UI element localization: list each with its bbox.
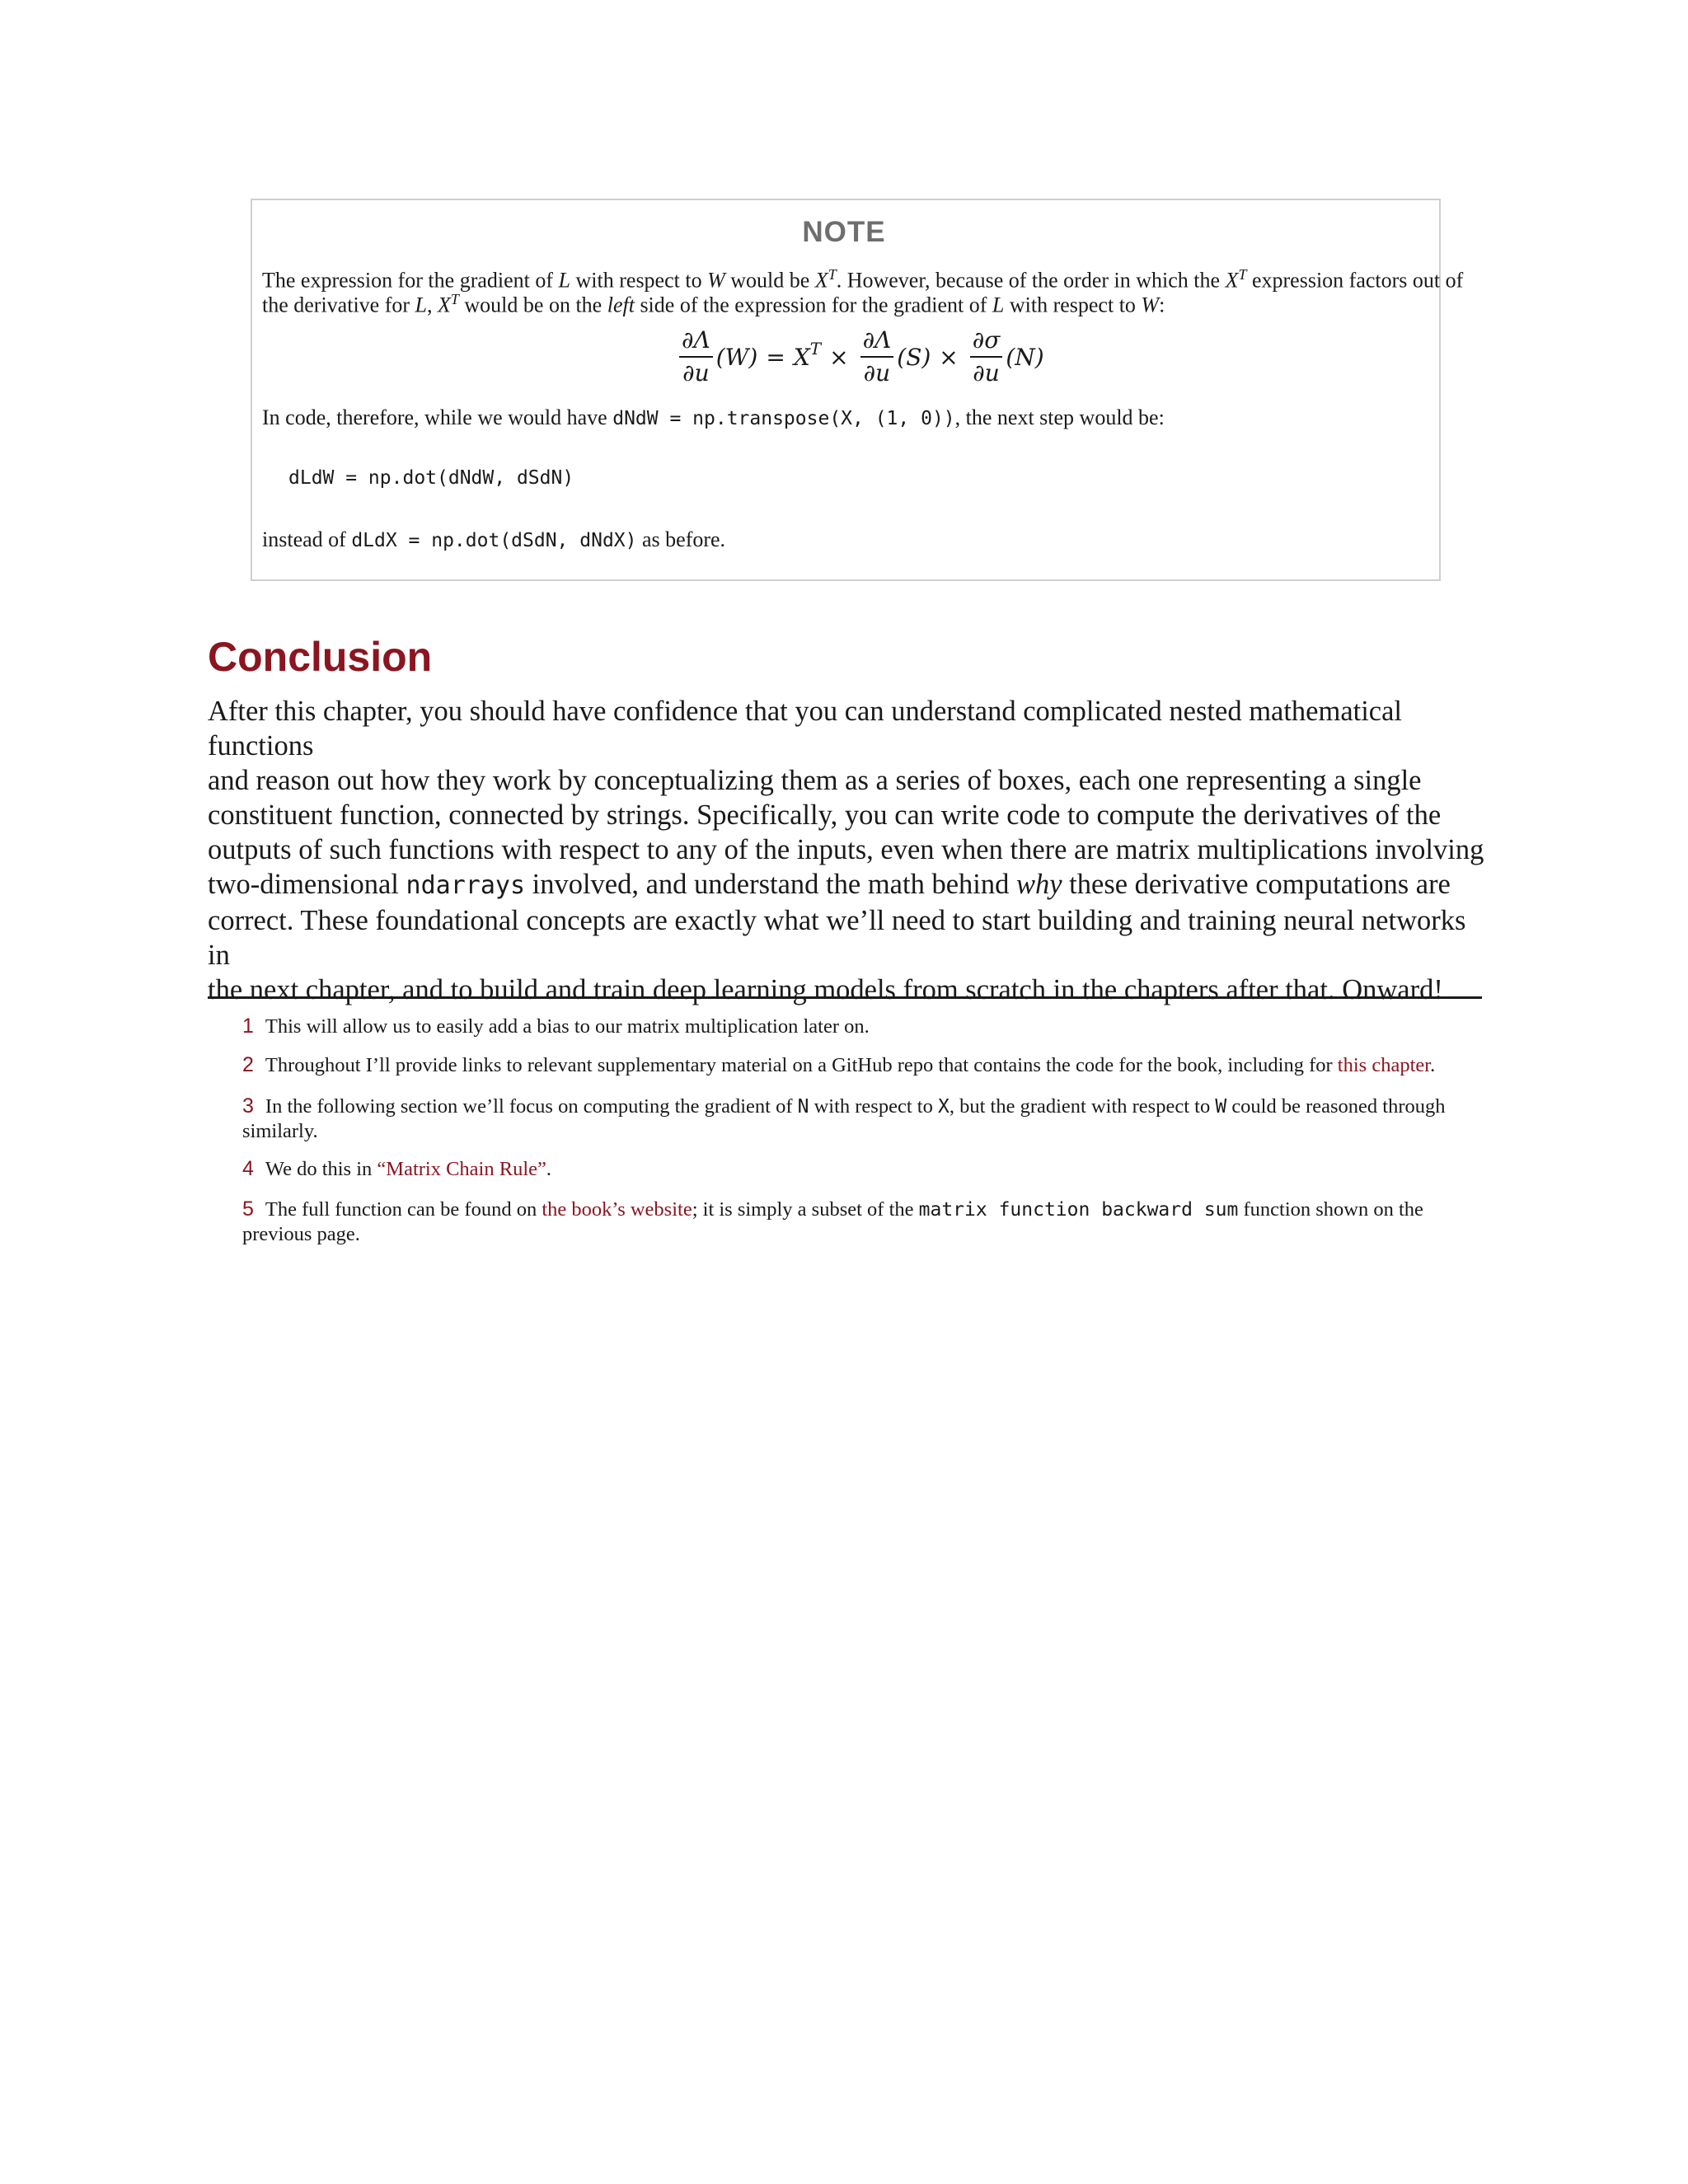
this-chapter-link[interactable]: this chapter: [1337, 1054, 1431, 1076]
footnote-2: 2 Throughout I’ll provide links to relevant supplementary material on a GitHub repo that contains the code for the book, including for this chapter.: [242, 1053, 1436, 1076]
note-title: NOTE: [802, 216, 886, 248]
footnote-4: 4 We do this in “Matrix Chain Rule”.: [242, 1157, 552, 1180]
fraction-dsigma-du: $\frac{\partial\sigma}{\partial u}$: [970, 326, 1003, 387]
note-line-4: instead of dLdX = np.dot(dSdN, dNdX) as before.: [262, 527, 726, 551]
footnote-1: 1 This will allow us to easily add a bias to our matrix multiplication later on.: [242, 1015, 870, 1038]
fraction-dlambda-du-2: $\frac{\partial\Lambda}{\partial u}$: [860, 326, 894, 387]
note-line-3: In code, therefore, while we would have dNdW = np.transpose(X, (1, 0)), the next step would be:: [262, 405, 1165, 429]
note-box: [251, 199, 1464, 581]
gradient-equation: $\frac{\partial\Lambda}{\partial u}$ (W) = X T × $\frac{\partial\Lambda}{\partial u}$ (S) × $\frac{\partial\sigma}{\partial u}$ (N): [676, 324, 1022, 390]
book-website-link[interactable]: the book’s website: [542, 1198, 692, 1221]
matrix-chain-rule-link[interactable]: “Matrix Chain Rule”: [377, 1158, 546, 1180]
footnote-5: 5 The full function can be found on the book’s website; it is simply a subset of the matrix function backward sum function shown on the previous page.: [242, 1197, 1423, 1245]
conclusion-paragraph: After this chapter, you should have confidence that you can understand complicated nested mathematical functions and reason out how they work by conceptualizing them as a series of boxes, each one representing a single constituent function, connected by strings. Specifically, you can write code to compute the derivatives of the outputs of such functions with respect to any of the inputs, even when there are matrix multiplications involving two-dimensional ndarrays involved, and understand the math behind why these derivative computations are correct. These foundational concepts are exactly what we’ll need to start building and training neural networks in the next chapter, and to build and train deep learning models from scratch in the chapters after that. Onward!: [208, 696, 1484, 1005]
note-line-2: the derivative for L, $X^T$ would be on the left side of the expression for the gradient of L with respect to W:: [262, 291, 1165, 317]
footnote-separator: [208, 996, 1482, 999]
note-line-1: The expression for the gradient of L with respect to W would be $X^T$. However, because of the order in which the $X^T$ expression factors out of: [262, 266, 1464, 293]
code-block: dLdW = np.dot(dNdW, dSdN): [288, 467, 574, 489]
conclusion-heading: Conclusion: [208, 634, 433, 680]
footnote-3: 3 In the following section we’ll focus on computing the gradient of N with respect to X, but the gradient with respect to W could be reasoned through similarly.: [242, 1094, 1446, 1142]
fraction-dlambda-du-1: $\frac{\partial\Lambda}{\partial u}$: [679, 326, 713, 387]
